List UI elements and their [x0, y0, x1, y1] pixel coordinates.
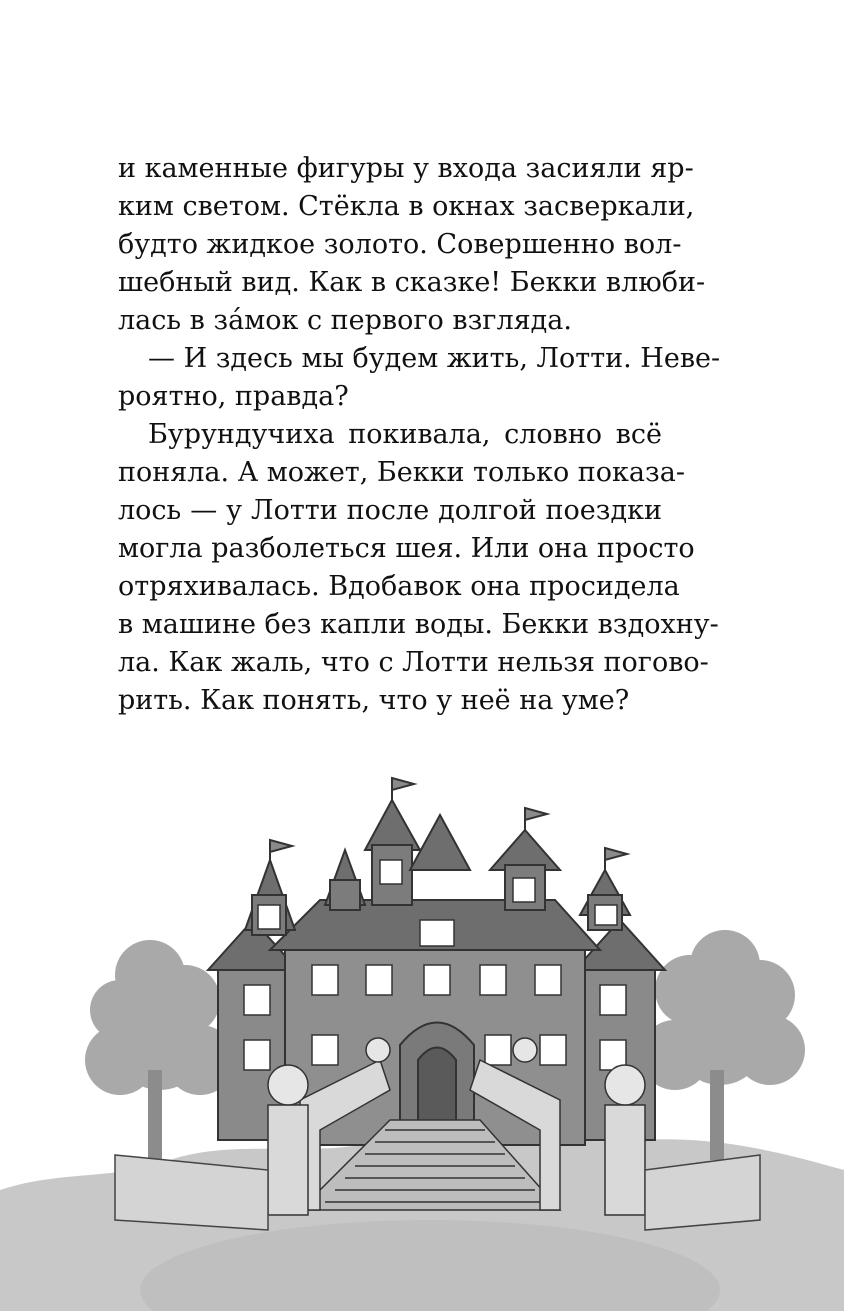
story-text	[118, 150, 721, 720]
text-line: в машине без капли воды. Бекки вздохну-	[118, 609, 719, 640]
tree-right	[640, 930, 805, 1160]
text-line: ла. Как жаль, что с Лотти нельзя погово-	[118, 647, 709, 678]
dialogue-line: — И здесь мы будем жить, Лотти. Неве-	[148, 343, 721, 374]
text-line: отряхивалась. Вдобавок она просидела	[118, 571, 680, 602]
tree-left	[85, 940, 235, 1160]
text-line: рить. Как понять, что у неё на уме?	[118, 685, 630, 716]
dialogue-line: роятно, правда?	[118, 381, 349, 412]
castle-illustration	[0, 760, 844, 1311]
text-line: ким светом. Стёкла в окнах засверкали,	[118, 191, 695, 222]
text-line: поняла. А может, Бекки только показа-	[118, 457, 685, 488]
text-line: могла разболеться шея. Или она просто	[118, 533, 695, 564]
text-line: Бурундучиха покивала, словно всё	[148, 419, 662, 450]
text-line: шебный вид. Как в сказке! Бекки влюби-	[118, 267, 706, 298]
text-line: будто жидкое золото. Совершенно вол-	[118, 229, 682, 260]
text-line: лась в за́мок с первого взгляда.	[118, 305, 572, 336]
text-line: и каменные фигуры у входа засияли яр-	[118, 153, 694, 184]
text-line: лось — у Лотти после долгой поездки	[118, 495, 662, 526]
